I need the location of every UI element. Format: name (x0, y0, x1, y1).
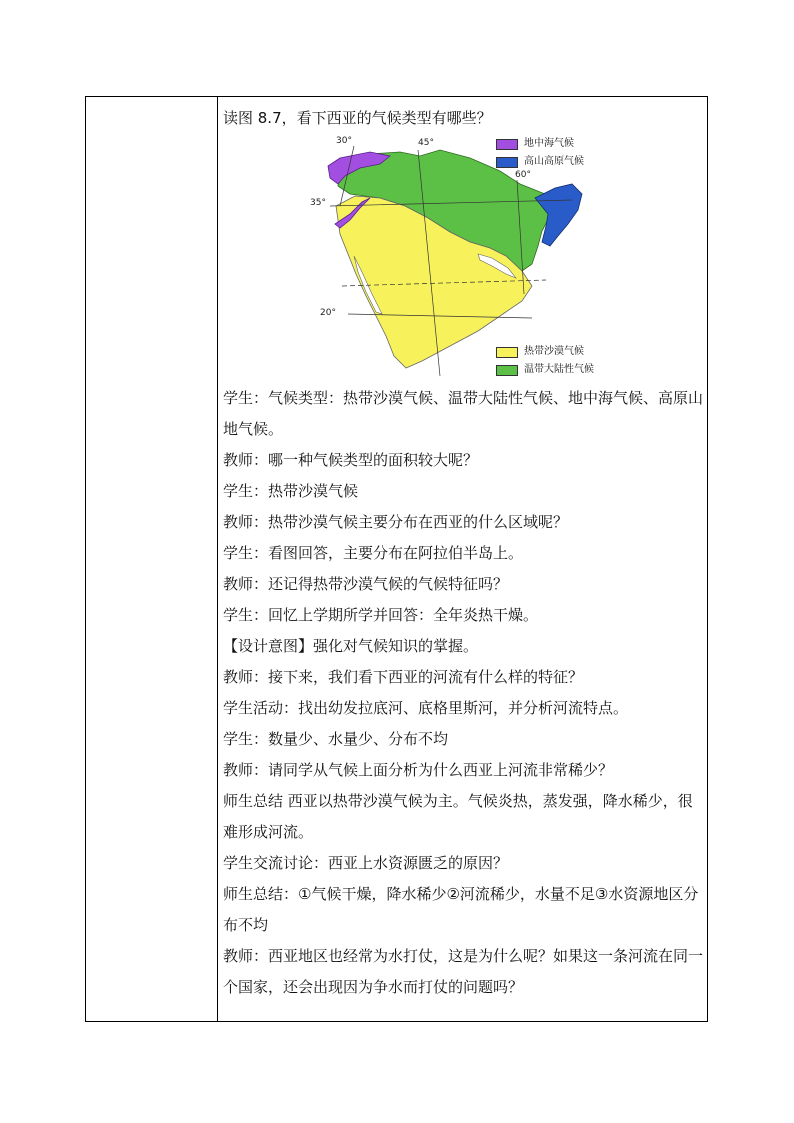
legend-swatch-mediterranean (496, 139, 518, 150)
map-reading-prompt: 读图 8.7，看下西亚的气候类型有哪些？ (223, 109, 492, 127)
climate-map-graphic (310, 136, 610, 381)
dialogue-line: 学生交流讨论：西亚上水资源匮乏的原因？ (223, 854, 509, 872)
lesson-content (223, 103, 705, 1003)
dialogue-line: 教师：哪一种气候类型的面积较大呢？ (223, 451, 479, 469)
dialogue-line: 教师：接下来，我们看下西亚的河流有什么样的特征？ (223, 668, 584, 686)
lesson-table (85, 96, 708, 1022)
legend-label-mediterranean: 地中海气候 (524, 138, 574, 149)
design-intent-line: 【设计意图】强化对气候知识的掌握。 (223, 637, 479, 655)
longitude-label-60: 60° (515, 170, 531, 180)
legend-highland (496, 156, 584, 168)
legend-swatch-highland (496, 157, 518, 168)
dialogue-line: 教师：请同学从气候上面分析为什么西亚上河流非常稀少？ (223, 761, 614, 779)
latitude-label-35: 35° (310, 198, 326, 208)
legend-mediterranean (496, 138, 574, 150)
dialogue-line: 学生：气候类型：热带沙漠气候、温带大陆性气候、地中海气候、高原山地气候。 (223, 389, 704, 438)
dialogue-line: 学生：数量少、水量少、分布不均 (223, 730, 449, 748)
dialogue-line: 学生：回忆上学期所学并回答：全年炎热干燥。 (223, 606, 539, 624)
longitude-label-30: 30° (336, 136, 352, 146)
legend-label-temperate-continental: 温带大陆性气候 (524, 364, 594, 375)
dialogue-line: 师生总结：①气候干燥，降水稀少②河流稀少，水量不足③水资源地区分布不均 (223, 885, 699, 934)
dialogue-line: 教师：热带沙漠气候主要分布在西亚的什么区域呢？ (223, 513, 569, 531)
latitude-label-20: 20° (320, 308, 336, 318)
legend-swatch-tropical-desert (496, 347, 518, 358)
legend-temperate-continental (496, 364, 594, 376)
legend-tropical-desert (496, 346, 584, 358)
dialogue-line: 学生活动：找出幼发拉底河、底格里斯河，并分析河流特点。 (223, 699, 629, 717)
dialogue-line: 学生：热带沙漠气候 (223, 482, 359, 500)
dialogue-line: 教师：西亚地区也经常为水打仗，这是为什么呢？如果这一条河流在同一个国家，还会出现因为争水而打仗的问题吗？ (223, 947, 704, 996)
west-asia-climate-map (310, 136, 610, 381)
column-divider (217, 97, 218, 1021)
dialogue-line: 师生总结 西亚以热带沙漠气候为主。气候炎热，蒸发强，降水稀少，很难形成河流。 (223, 792, 693, 841)
legend-label-tropical-desert: 热带沙漠气候 (524, 346, 584, 357)
legend-swatch-temperate-continental (496, 365, 518, 376)
dialogue-section (223, 383, 705, 1003)
dialogue-line: 学生：看图回答，主要分布在阿拉伯半岛上。 (223, 544, 524, 562)
longitude-label-45: 45° (418, 138, 434, 148)
legend-label-highland: 高山高原气候 (524, 156, 584, 167)
dialogue-line: 教师：还记得热带沙漠气候的气候特征吗？ (223, 575, 509, 593)
